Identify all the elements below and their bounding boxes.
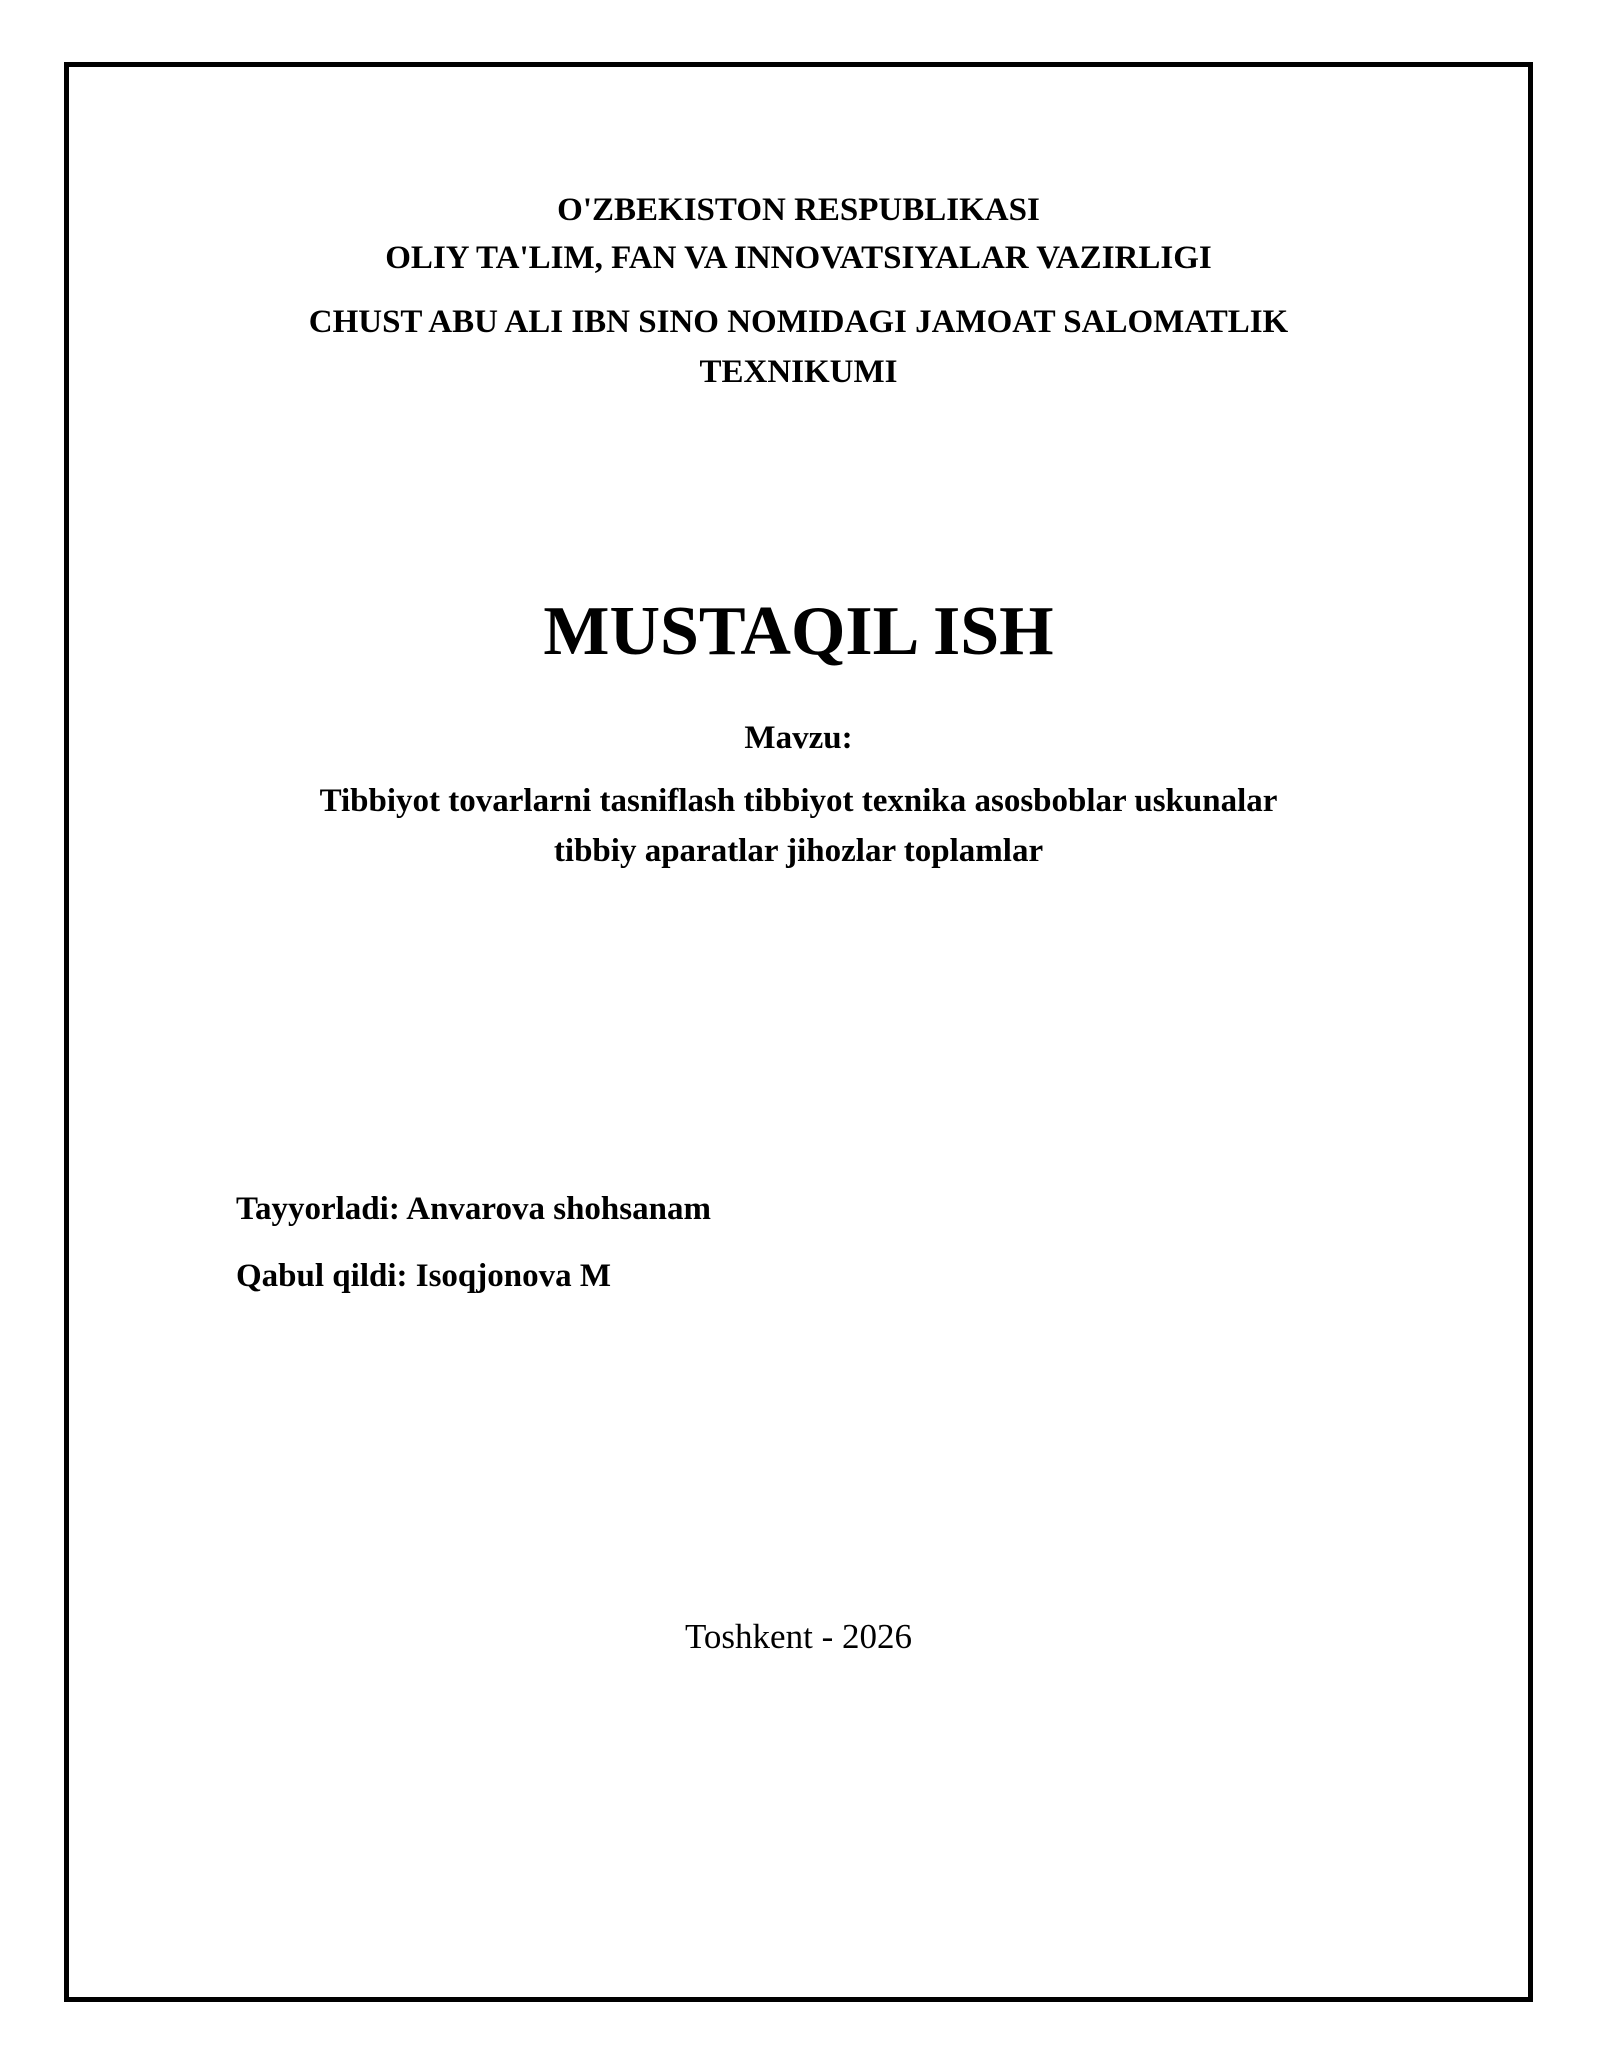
document-title: MUSTAQIL ISH (543, 593, 1054, 670)
college-name-line1: CHUST ABU ALI IBN SINO NOMIDAGI JAMOAT SALOMATLIK (308, 304, 1289, 340)
ministry-heading: OLIY TA'LIM, FAN VA INNOVATSIYALAR VAZIRLIGI (385, 240, 1212, 276)
republic-heading: O'ZBEKISTON RESPUBLIKASI (557, 192, 1040, 228)
topic-label: Mavzu: (744, 720, 853, 756)
city-year: Toshkent - 2026 (685, 1617, 912, 1656)
prepared-by: Tayyorladi: Anvarova shohsanam (236, 1191, 711, 1227)
college-name-line2: TEXNIKUMI (699, 354, 898, 390)
topic-text-line1: Tibbiyot tovarlarni tasniflash tibbiyot texnika asosboblar uskunalar (319, 783, 1278, 819)
topic-text-line2: tibbiy aparatlar jihozlar toplamlar (553, 833, 1044, 869)
accepted-by: Qabul qildi: Isoqjonova M (236, 1258, 612, 1294)
